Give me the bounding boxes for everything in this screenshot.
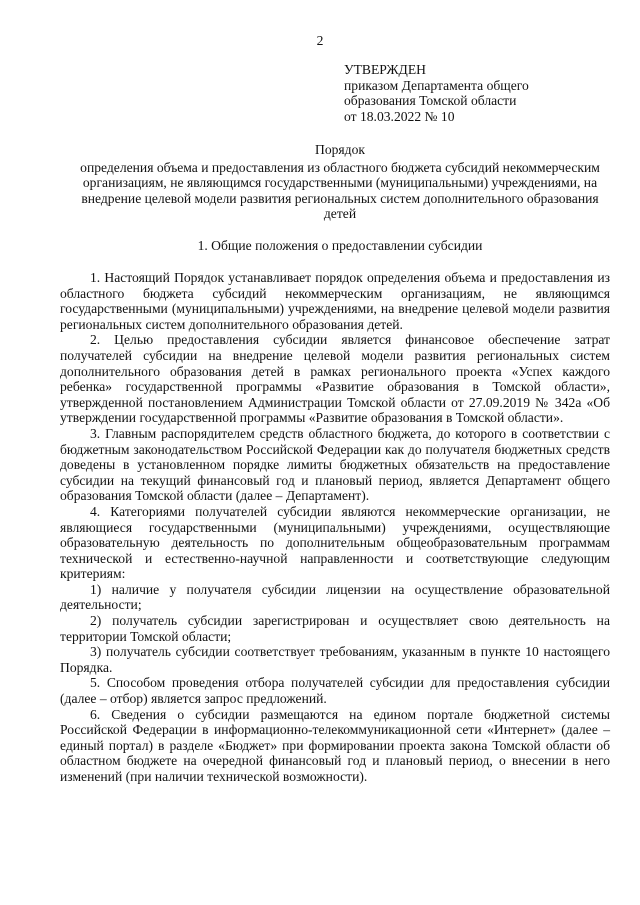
title-heading: Порядок — [315, 142, 365, 157]
document-title — [60, 142, 620, 222]
approval-line: образования Томской области — [344, 93, 517, 109]
criterion-1: 1) наличие у получателя субсидии лицензии на осуществление образовательной деятельности; — [60, 581, 610, 613]
paragraph-4: 4. Категориями получателей субсидии являются некоммерческие организации, не являющиеся государственными (муниципальными) учреждениями, осуществляющие образовательную деятельность по дополнительным общеобразовательным программам технической и естественно-научной направленности и соответствующие следующим критериям: — [60, 503, 610, 582]
page-number: 2 — [316, 33, 324, 48]
paragraph-1: 1. Настоящий Порядок устанавливает порядок определения объема и предоставления из областного бюджета субсидий некоммерческим организациям, не являющимся государственными (муниципальными) учреждениями, на внедрение целевой модели развития региональных систем дополнительного образования детей. — [60, 270, 610, 332]
criterion-2: 2) получатель субсидии зарегистрирован и осуществляет свою деятельность на территории Томской области; — [60, 613, 610, 644]
approval-line: приказом Департамента общего — [344, 77, 529, 93]
approval-title: УТВЕРЖДЕН — [344, 62, 426, 77]
approval-block — [344, 62, 614, 124]
title-line: детей — [323, 206, 357, 222]
document-body — [60, 270, 610, 785]
paragraph-3: 3. Главным распорядителем средств областного бюджета, до которого в соответствии с бюджетным законодательством Российской Федерации как до получателя бюджетных средств доведены в установленном порядке лимиты бюджетных обязательств на предоставление субсидии на текущий финансовый год и плановый период, является Департамент общего образования Томской области (далее – Департамент). — [60, 425, 610, 504]
title-line: организациям, не являющимся государственными (муниципальными) учреждениями, на — [82, 175, 598, 191]
paragraph-2: 2. Целью предоставления субсидии является финансовое обеспечение затрат получателей субсидии на внедрение целевой модели развития региональных систем дополнительного образования детей в рамках регионального проекта «Успех каждого ребенка» государственной программы «Развитие образования в Томской области», утвержденной постановлением Администрации Томской области от 27.09.2019 № 342а «Об утверждении государственной программы «Развитие образования в Томской области». — [60, 332, 610, 426]
criterion-3: 3) получатель субсидии соответствует требованиям, указанным в пункте 10 настоящего Порядка. — [60, 644, 610, 675]
section-heading: 1. Общие положения о предоставлении субсидии — [197, 238, 483, 253]
paragraph-6: 6. Сведения о субсидии размещаются на едином портале бюджетной системы Российской Федерации в информационно-телекоммуникационной сети «Интернет» (далее – единый портал) в разделе «Бюджет» при формировании проекта закона Томской области об областном бюджете на очередной финансовый год и плановый период, о внесении в него изменений (при наличии технической возможности). — [60, 706, 610, 784]
paragraph-5: 5. Способом проведения отбора получателей субсидии для предоставления субсидии (далее – отбор) является запрос предложений. — [60, 675, 610, 707]
title-line: определения объема и предоставления из областного бюджета субсидий некоммерческим — [80, 159, 600, 175]
approval-date: от 18.03.2022 № 10 — [344, 108, 455, 124]
title-line: внедрение целевой модели развития региональных систем дополнительного образования — [81, 190, 599, 206]
